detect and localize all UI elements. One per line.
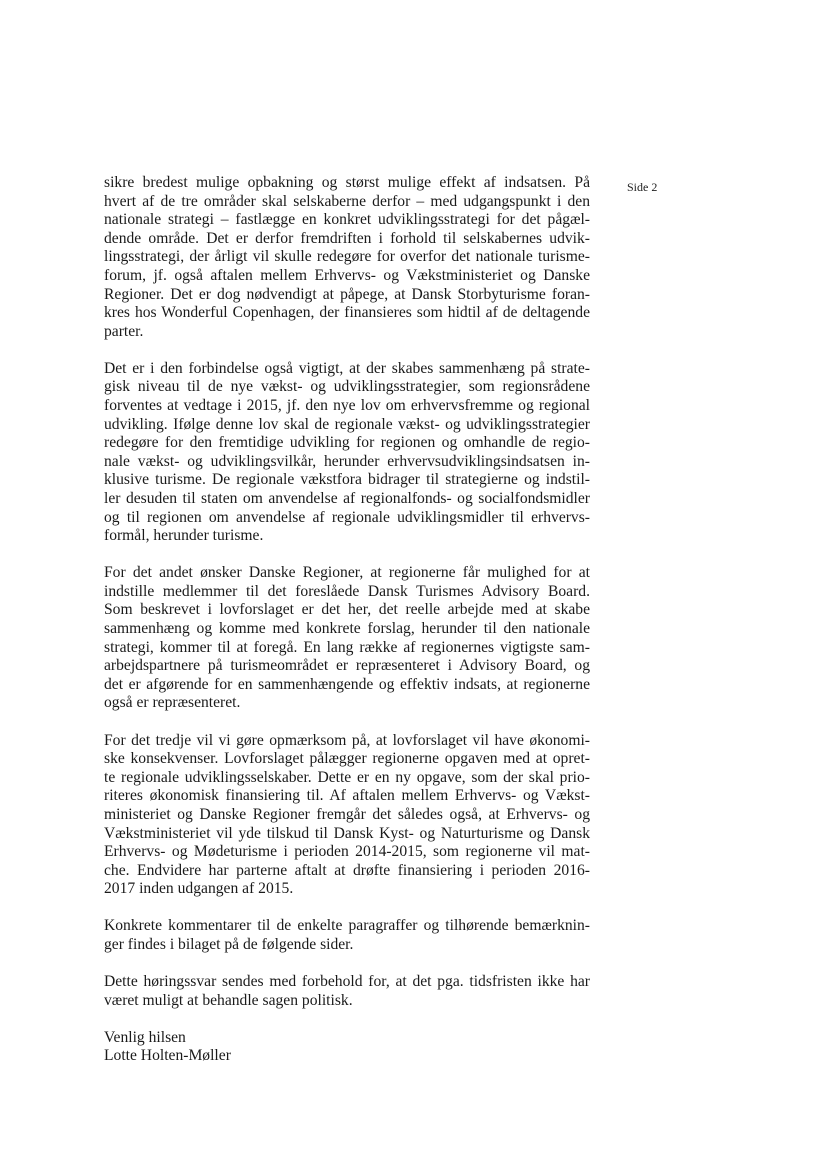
text-line: riteres økonomisk finansiering til. Af aftalen mellem Erhvervs- og Vækst-: [104, 787, 590, 805]
text-line: Regioner. Det er dog nødvendigt at påpege, at Dansk Storbyturisme foran-: [104, 285, 590, 303]
text-line: Dette høringssvar sendes med forbehold for, at det pga. tidsfristen ikke har: [104, 973, 590, 991]
paragraph-2: [104, 360, 590, 546]
text-line: redegøre for den fremtidige udvikling for regionen og omhandle de regio-: [104, 434, 590, 452]
text-line: Som beskrevet i lovforslaget er det her, det reelle arbejde med at skabe: [104, 601, 590, 619]
text-line: klusive turisme. De regionale vækstfora bidrager til strategierne og indstil-: [104, 471, 590, 489]
signatory-name: Lotte Holten-Møller: [104, 1047, 231, 1065]
text-line: For det andet ønsker Danske Regioner, at regionerne får mulighed for at: [104, 564, 590, 582]
text-line: forum, jf. også aftalen mellem Erhvervs- og Vækstministeriet og Danske: [104, 266, 590, 284]
text-line: udvikling. Ifølge denne lov skal de regionale vækst- og udviklingsstrategier: [104, 415, 590, 433]
text-line: forventes at vedtage i 2015, jf. den nye lov om erhvervsfremme og regional: [104, 397, 590, 415]
text-line: lingsstrategi, der årligt vil skulle redegøre for overfor det nationale turisme-: [104, 248, 590, 266]
text-line: sikre bredest mulige opbakning og størst mulige effekt af indsatsen. På: [104, 174, 590, 191]
text-line: strategi, kommer til at foregå. En lang række af regionernes vigtigste sam-: [104, 638, 590, 656]
text-line: ler desuden til staten om anvendelse af regionalfonds- og socialfondsmidler: [104, 490, 590, 507]
text-line: 2017 inden udgangen af 2015.: [104, 880, 294, 898]
text-line: Vækstministeriet vil yde tilskud til Dansk Kyst- og Naturturisme og Dansk: [104, 824, 590, 842]
closing-signature: [104, 1029, 590, 1066]
text-line: Erhvervs- og Mødeturisme i perioden 2014-2015, som regionerne vil mat-: [104, 843, 590, 861]
text-line: che. Endvidere har parterne aftalt at drøfte finansiering i perioden 2016-: [104, 861, 590, 879]
page-number: Side 2: [627, 180, 658, 194]
text-line: indstille medlemmer til det foreslåede Dansk Turismes Advisory Board.: [104, 582, 590, 600]
text-line: Konkrete kommentarer til de enkelte paragraffer og tilhørende bemærknin-: [104, 917, 590, 935]
text-line: det er afgørende for en sammenhængende og effektiv indsats, at regionerne: [104, 675, 590, 693]
text-line: ske konsekvenser. Lovforslaget pålægger regionerne opgaven med at opret-: [104, 750, 590, 768]
text-line: parter.: [104, 322, 144, 340]
text-line: nationale strategi – fastlægge en konkret udviklingsstrategi for det pågæl-: [104, 211, 590, 229]
text-line: dende område. Det er derfor fremdriften i forhold til selskabernes udvik-: [104, 229, 590, 247]
paragraph-3: [104, 564, 590, 713]
greeting: Venlig hilsen: [104, 1028, 186, 1046]
text-line: og til regionen om anvendelse af regionale udviklingsmidler til erhvervs-: [104, 508, 590, 526]
letter-body: [104, 174, 590, 1066]
text-line: sammenhæng og komme med konkrete forslag, herunder til den nationale: [104, 620, 590, 638]
text-line: te regionale udviklingsselskaber. Dette er en ny opgave, som der skal prio-: [104, 768, 590, 786]
paragraph-5: [104, 917, 590, 954]
text-line: hvert af de tre områder skal selskaberne derfor – med udgangspunkt i den: [104, 192, 590, 210]
text-line: gisk niveau til de nye vækst- og udviklingsstrategier, som regionsrådene: [104, 378, 590, 396]
text-line: nale vækst- og udviklingsvilkår, herunder erhvervsudviklingsindsatsen in-: [104, 452, 590, 470]
text-line: For det tredje vil vi gøre opmærksom på, at lovforslaget vil have økonomi-: [104, 731, 590, 749]
text-line: formål, herunder turisme.: [104, 527, 264, 545]
text-line: arbejdspartnere på turismeområdet er repræsenteret i Advisory Board, og: [104, 657, 590, 675]
text-line: ger findes i bilaget på de følgende sider.: [104, 935, 354, 953]
text-line: kres hos Wonderful Copenhagen, der finansieres som hidtil af de deltagende: [104, 304, 590, 322]
paragraph-4: [104, 732, 590, 899]
text-line: været muligt at behandle sagen politisk.: [104, 991, 353, 1009]
text-line: også er repræsenteret.: [104, 694, 241, 712]
text-line: ministeriet og Danske Regioner fremgår det således også, at Erhvervs- og: [104, 805, 590, 823]
text-line: Det er i den forbindelse også vigtigt, at der skabes sammenhæng på strate-: [104, 359, 590, 377]
paragraph-1: [104, 174, 590, 341]
paragraph-6: [104, 973, 590, 1010]
